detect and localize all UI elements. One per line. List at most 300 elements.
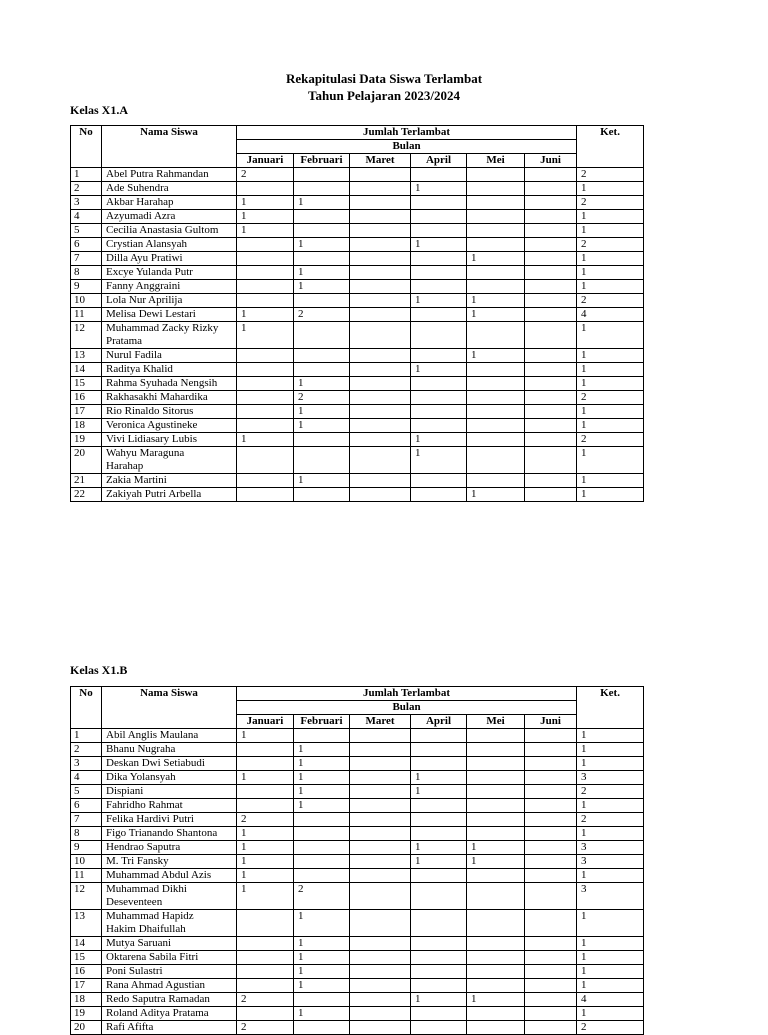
cell-student-name	[102, 224, 237, 238]
student-name-line: Azyumadi Azra	[106, 210, 176, 222]
cell-no: 20	[71, 1021, 102, 1035]
cell-month-count	[411, 799, 467, 813]
cell-month-count	[525, 377, 577, 391]
cell-ket: 1	[577, 363, 644, 377]
table-row	[71, 266, 644, 280]
cell-month-count	[237, 405, 294, 419]
header-month-april: April	[411, 715, 467, 729]
student-name-line: Melisa Dewi Lestari	[106, 308, 196, 320]
cell-no: 17	[71, 405, 102, 419]
table-row	[71, 951, 644, 965]
student-name-line: Hendrao Saputra	[106, 841, 181, 853]
cell-month-count	[411, 322, 467, 349]
cell-month-count	[350, 979, 411, 993]
cell-month-count: 1	[294, 196, 350, 210]
cell-month-count	[350, 827, 411, 841]
class-label-x1b: Kelas X1.B	[70, 663, 128, 677]
cell-month-count	[237, 391, 294, 405]
cell-no: 5	[71, 224, 102, 238]
cell-month-count	[411, 308, 467, 322]
cell-no: 19	[71, 433, 102, 447]
cell-student-name	[102, 474, 237, 488]
cell-student-name	[102, 827, 237, 841]
student-name-line: Deseventeen	[106, 896, 163, 908]
cell-month-count	[411, 266, 467, 280]
cell-month-count	[350, 869, 411, 883]
header-no: No	[71, 126, 102, 168]
cell-month-count	[411, 474, 467, 488]
cell-month-count	[237, 266, 294, 280]
student-name-line: Zakiyah Putri Arbella	[106, 488, 202, 500]
cell-month-count	[411, 965, 467, 979]
cell-month-count	[467, 937, 525, 951]
cell-month-count	[467, 391, 525, 405]
cell-month-count	[467, 280, 525, 294]
cell-month-count	[350, 391, 411, 405]
header-bulan: Bulan	[237, 140, 577, 154]
cell-month-count: 1	[411, 785, 467, 799]
table-row	[71, 785, 644, 799]
header-jumlah-terlambat: Jumlah Terlambat	[237, 126, 577, 140]
cell-no: 11	[71, 308, 102, 322]
cell-no: 11	[71, 869, 102, 883]
cell-no: 7	[71, 813, 102, 827]
cell-month-count	[525, 1021, 577, 1035]
cell-ket: 1	[577, 799, 644, 813]
cell-month-count	[467, 757, 525, 771]
cell-month-count	[237, 447, 294, 474]
cell-ket: 4	[577, 308, 644, 322]
cell-student-name	[102, 951, 237, 965]
cell-month-count	[350, 294, 411, 308]
cell-month-count	[411, 1021, 467, 1035]
cell-ket: 2	[577, 391, 644, 405]
header-month-februari: Februari	[294, 715, 350, 729]
table-row	[71, 965, 644, 979]
cell-month-count: 1	[467, 349, 525, 363]
student-name-line: Rafi Afifta	[106, 1021, 154, 1033]
cell-no: 13	[71, 349, 102, 363]
cell-student-name	[102, 405, 237, 419]
cell-month-count	[350, 210, 411, 224]
cell-ket: 1	[577, 979, 644, 993]
cell-student-name	[102, 294, 237, 308]
cell-no: 19	[71, 1007, 102, 1021]
cell-month-count	[237, 785, 294, 799]
cell-month-count: 1	[411, 841, 467, 855]
cell-month-count: 1	[411, 433, 467, 447]
cell-month-count	[411, 377, 467, 391]
cell-month-count	[467, 405, 525, 419]
cell-month-count	[350, 308, 411, 322]
header-month-april: April	[411, 154, 467, 168]
cell-student-name	[102, 252, 237, 266]
cell-month-count	[411, 937, 467, 951]
cell-month-count: 1	[237, 729, 294, 743]
student-name-line: Redo Saputra Ramadan	[106, 993, 210, 1005]
cell-no: 9	[71, 280, 102, 294]
cell-student-name	[102, 883, 237, 910]
student-name-line: Felika Hardivi Putri	[106, 813, 194, 825]
cell-month-count	[467, 799, 525, 813]
cell-month-count	[467, 224, 525, 238]
student-name-line: Fahridho Rahmat	[106, 799, 183, 811]
cell-ket: 3	[577, 883, 644, 910]
cell-student-name	[102, 813, 237, 827]
cell-ket: 3	[577, 771, 644, 785]
cell-no: 7	[71, 252, 102, 266]
cell-ket: 1	[577, 182, 644, 196]
cell-month-count	[237, 1007, 294, 1021]
cell-ket: 1	[577, 447, 644, 474]
cell-student-name	[102, 308, 237, 322]
cell-ket: 1	[577, 322, 644, 349]
student-name-line: Akbar Harahap	[106, 196, 174, 208]
cell-month-count	[350, 743, 411, 757]
cell-month-count	[525, 419, 577, 433]
cell-month-count	[525, 743, 577, 757]
cell-student-name	[102, 196, 237, 210]
table-row	[71, 363, 644, 377]
cell-month-count	[237, 965, 294, 979]
cell-month-count	[525, 224, 577, 238]
cell-month-count	[525, 827, 577, 841]
cell-student-name	[102, 433, 237, 447]
cell-month-count	[411, 1007, 467, 1021]
cell-ket: 2	[577, 433, 644, 447]
cell-month-count	[294, 841, 350, 855]
header-ket: Ket.	[577, 687, 644, 729]
cell-month-count	[467, 869, 525, 883]
cell-month-count: 1	[411, 771, 467, 785]
cell-month-count	[294, 855, 350, 869]
cell-month-count: 1	[467, 294, 525, 308]
table-row	[71, 419, 644, 433]
attendance-table-x1a	[70, 125, 644, 502]
cell-month-count	[525, 363, 577, 377]
cell-month-count: 1	[294, 910, 350, 937]
cell-month-count	[237, 951, 294, 965]
cell-month-count	[525, 869, 577, 883]
cell-ket: 1	[577, 349, 644, 363]
student-name-line: Hakim Dhaifullah	[106, 923, 186, 935]
cell-month-count	[525, 937, 577, 951]
header-month-maret: Maret	[350, 715, 411, 729]
student-name-line: Harahap	[106, 460, 144, 472]
class-label-x1a: Kelas X1.A	[70, 103, 128, 117]
cell-ket: 1	[577, 869, 644, 883]
cell-month-count	[350, 280, 411, 294]
cell-month-count	[467, 377, 525, 391]
cell-no: 10	[71, 855, 102, 869]
cell-month-count	[350, 757, 411, 771]
student-name-line: Ade Suhendra	[106, 182, 169, 194]
header-month-januari: Januari	[237, 154, 294, 168]
student-name-line: Dika Yolansyah	[106, 771, 176, 783]
student-name-line: Mutya Saruani	[106, 937, 172, 949]
cell-month-count	[525, 757, 577, 771]
table-row	[71, 869, 644, 883]
student-name-line: Excye Yulanda Putr	[106, 266, 193, 278]
table-row	[71, 474, 644, 488]
cell-month-count	[350, 951, 411, 965]
cell-ket: 1	[577, 252, 644, 266]
cell-ket: 3	[577, 841, 644, 855]
cell-month-count: 1	[294, 1007, 350, 1021]
cell-month-count: 2	[294, 883, 350, 910]
cell-month-count	[467, 182, 525, 196]
cell-student-name	[102, 993, 237, 1007]
cell-month-count: 1	[411, 238, 467, 252]
cell-month-count: 1	[237, 210, 294, 224]
cell-month-count	[467, 1021, 525, 1035]
table-row	[71, 855, 644, 869]
cell-month-count: 2	[237, 813, 294, 827]
cell-month-count: 1	[467, 841, 525, 855]
cell-month-count: 1	[237, 855, 294, 869]
cell-ket: 1	[577, 757, 644, 771]
cell-month-count	[411, 405, 467, 419]
cell-month-count	[467, 979, 525, 993]
cell-month-count	[350, 855, 411, 869]
cell-month-count	[237, 799, 294, 813]
student-name-line: Muhammad Abdul Azis	[106, 869, 212, 881]
cell-month-count: 1	[294, 799, 350, 813]
cell-month-count	[237, 757, 294, 771]
cell-student-name	[102, 771, 237, 785]
cell-no: 8	[71, 266, 102, 280]
student-name-line: Figo Trianando Shantona	[106, 827, 218, 839]
cell-month-count	[294, 322, 350, 349]
cell-month-count	[467, 951, 525, 965]
cell-month-count: 1	[294, 785, 350, 799]
cell-ket: 1	[577, 377, 644, 391]
cell-month-count: 1	[294, 965, 350, 979]
cell-no: 10	[71, 294, 102, 308]
cell-month-count	[294, 813, 350, 827]
cell-month-count: 1	[294, 238, 350, 252]
table-row	[71, 238, 644, 252]
cell-month-count	[525, 252, 577, 266]
cell-ket: 1	[577, 743, 644, 757]
cell-month-count	[525, 965, 577, 979]
cell-month-count: 1	[294, 937, 350, 951]
attendance-table-x1b	[70, 686, 644, 1035]
table-row	[71, 168, 644, 182]
cell-month-count	[467, 883, 525, 910]
cell-month-count	[237, 252, 294, 266]
cell-month-count	[237, 238, 294, 252]
cell-month-count	[350, 993, 411, 1007]
cell-month-count	[525, 993, 577, 1007]
cell-month-count	[411, 813, 467, 827]
student-name-line: Rana Ahmad Agustian	[106, 979, 205, 991]
student-name-line: Muhammad Hapidz	[106, 910, 194, 922]
cell-month-count	[350, 799, 411, 813]
cell-month-count	[525, 474, 577, 488]
table-row	[71, 308, 644, 322]
cell-no: 12	[71, 322, 102, 349]
cell-student-name	[102, 1007, 237, 1021]
cell-month-count	[411, 869, 467, 883]
cell-no: 12	[71, 883, 102, 910]
cell-month-count	[411, 349, 467, 363]
cell-month-count: 2	[237, 168, 294, 182]
report-title-line-1: Rekapitulasi Data Siswa Terlambat	[285, 71, 483, 86]
cell-month-count: 1	[467, 488, 525, 502]
cell-month-count: 1	[294, 951, 350, 965]
cell-month-count	[411, 210, 467, 224]
cell-month-count: 1	[237, 196, 294, 210]
cell-month-count	[411, 743, 467, 757]
cell-month-count	[525, 433, 577, 447]
cell-no: 14	[71, 937, 102, 951]
cell-ket: 1	[577, 937, 644, 951]
table-row	[71, 349, 644, 363]
cell-month-count	[294, 433, 350, 447]
student-name-line: Wahyu Maraguna	[106, 447, 185, 459]
cell-month-count: 2	[237, 1021, 294, 1035]
header-month-februari: Februari	[294, 154, 350, 168]
student-name-line: Muhammad Dikhi	[106, 883, 187, 895]
cell-month-count	[350, 474, 411, 488]
cell-month-count	[350, 168, 411, 182]
student-name-line: Rakhasakhi Mahardika	[106, 391, 208, 403]
cell-student-name	[102, 377, 237, 391]
cell-month-count	[411, 280, 467, 294]
cell-month-count	[525, 238, 577, 252]
report-title-line-2: Tahun Pelajaran 2023/2024	[308, 88, 460, 103]
cell-student-name	[102, 937, 237, 951]
cell-month-count	[467, 196, 525, 210]
header-jumlah-terlambat: Jumlah Terlambat	[237, 687, 577, 701]
cell-student-name	[102, 488, 237, 502]
student-name-line: Dilla Ayu Pratiwi	[106, 252, 183, 264]
cell-student-name	[102, 280, 237, 294]
cell-month-count	[237, 979, 294, 993]
student-name-line: Rio Rinaldo Sitorus	[106, 405, 194, 417]
header-month-maret: Maret	[350, 154, 411, 168]
cell-month-count	[350, 433, 411, 447]
table-row	[71, 252, 644, 266]
cell-ket: 1	[577, 827, 644, 841]
cell-month-count: 1	[467, 252, 525, 266]
cell-student-name	[102, 910, 237, 937]
table-row	[71, 224, 644, 238]
cell-month-count	[237, 419, 294, 433]
header-month-mei: Mei	[467, 715, 525, 729]
table-row	[71, 743, 644, 757]
cell-month-count	[350, 965, 411, 979]
student-name-line: Oktarena Sabila Fitri	[106, 951, 199, 963]
cell-no: 17	[71, 979, 102, 993]
cell-month-count	[411, 391, 467, 405]
cell-month-count	[467, 1007, 525, 1021]
table-row	[71, 210, 644, 224]
cell-month-count	[294, 488, 350, 502]
table-row	[71, 405, 644, 419]
cell-month-count	[350, 729, 411, 743]
cell-month-count: 1	[467, 993, 525, 1007]
cell-no: 9	[71, 841, 102, 855]
cell-month-count: 1	[237, 322, 294, 349]
cell-month-count	[237, 743, 294, 757]
cell-month-count	[350, 419, 411, 433]
cell-ket: 2	[577, 1021, 644, 1035]
cell-month-count	[525, 813, 577, 827]
cell-month-count	[411, 419, 467, 433]
table-row	[71, 937, 644, 951]
cell-month-count	[467, 785, 525, 799]
cell-no: 13	[71, 910, 102, 937]
cell-no: 18	[71, 419, 102, 433]
cell-month-count	[294, 729, 350, 743]
cell-month-count: 1	[237, 433, 294, 447]
cell-month-count	[237, 294, 294, 308]
table-row	[71, 488, 644, 502]
cell-month-count	[237, 349, 294, 363]
cell-ket: 2	[577, 294, 644, 308]
cell-student-name	[102, 447, 237, 474]
cell-student-name	[102, 799, 237, 813]
table-row	[71, 729, 644, 743]
cell-month-count	[350, 252, 411, 266]
cell-month-count: 1	[237, 224, 294, 238]
cell-month-count	[467, 827, 525, 841]
student-name-line: Veronica Agustineke	[106, 419, 198, 431]
cell-no: 3	[71, 196, 102, 210]
student-name-line: Pratama	[106, 335, 143, 347]
cell-month-count: 1	[237, 841, 294, 855]
cell-ket: 1	[577, 280, 644, 294]
cell-no: 4	[71, 771, 102, 785]
cell-month-count	[294, 447, 350, 474]
cell-month-count: 1	[294, 266, 350, 280]
cell-no: 15	[71, 951, 102, 965]
student-name-line: Fanny Anggraini	[106, 280, 181, 292]
cell-ket: 1	[577, 488, 644, 502]
cell-month-count	[294, 182, 350, 196]
student-name-line: Poni Sulastri	[106, 965, 163, 977]
student-name-line: Bhanu Nugraha	[106, 743, 176, 755]
table-row	[71, 1021, 644, 1035]
cell-month-count	[525, 979, 577, 993]
cell-student-name	[102, 855, 237, 869]
table-row	[71, 799, 644, 813]
table-body	[71, 168, 644, 502]
cell-month-count	[467, 813, 525, 827]
cell-month-count	[350, 447, 411, 474]
cell-month-count	[467, 771, 525, 785]
cell-month-count: 2	[294, 391, 350, 405]
cell-month-count	[350, 841, 411, 855]
cell-month-count	[467, 322, 525, 349]
cell-month-count: 1	[411, 294, 467, 308]
cell-month-count	[350, 1007, 411, 1021]
cell-month-count	[525, 349, 577, 363]
table-row	[71, 993, 644, 1007]
cell-student-name	[102, 841, 237, 855]
student-name-line: M. Tri Fansky	[106, 855, 169, 867]
cell-month-count	[467, 238, 525, 252]
cell-ket: 1	[577, 951, 644, 965]
cell-student-name	[102, 979, 237, 993]
cell-no: 16	[71, 965, 102, 979]
cell-month-count	[294, 252, 350, 266]
student-name-line: Muhammad Zacky Rizky	[106, 322, 219, 334]
cell-student-name	[102, 391, 237, 405]
student-name-line: Roland Aditya Pratama	[106, 1007, 209, 1019]
